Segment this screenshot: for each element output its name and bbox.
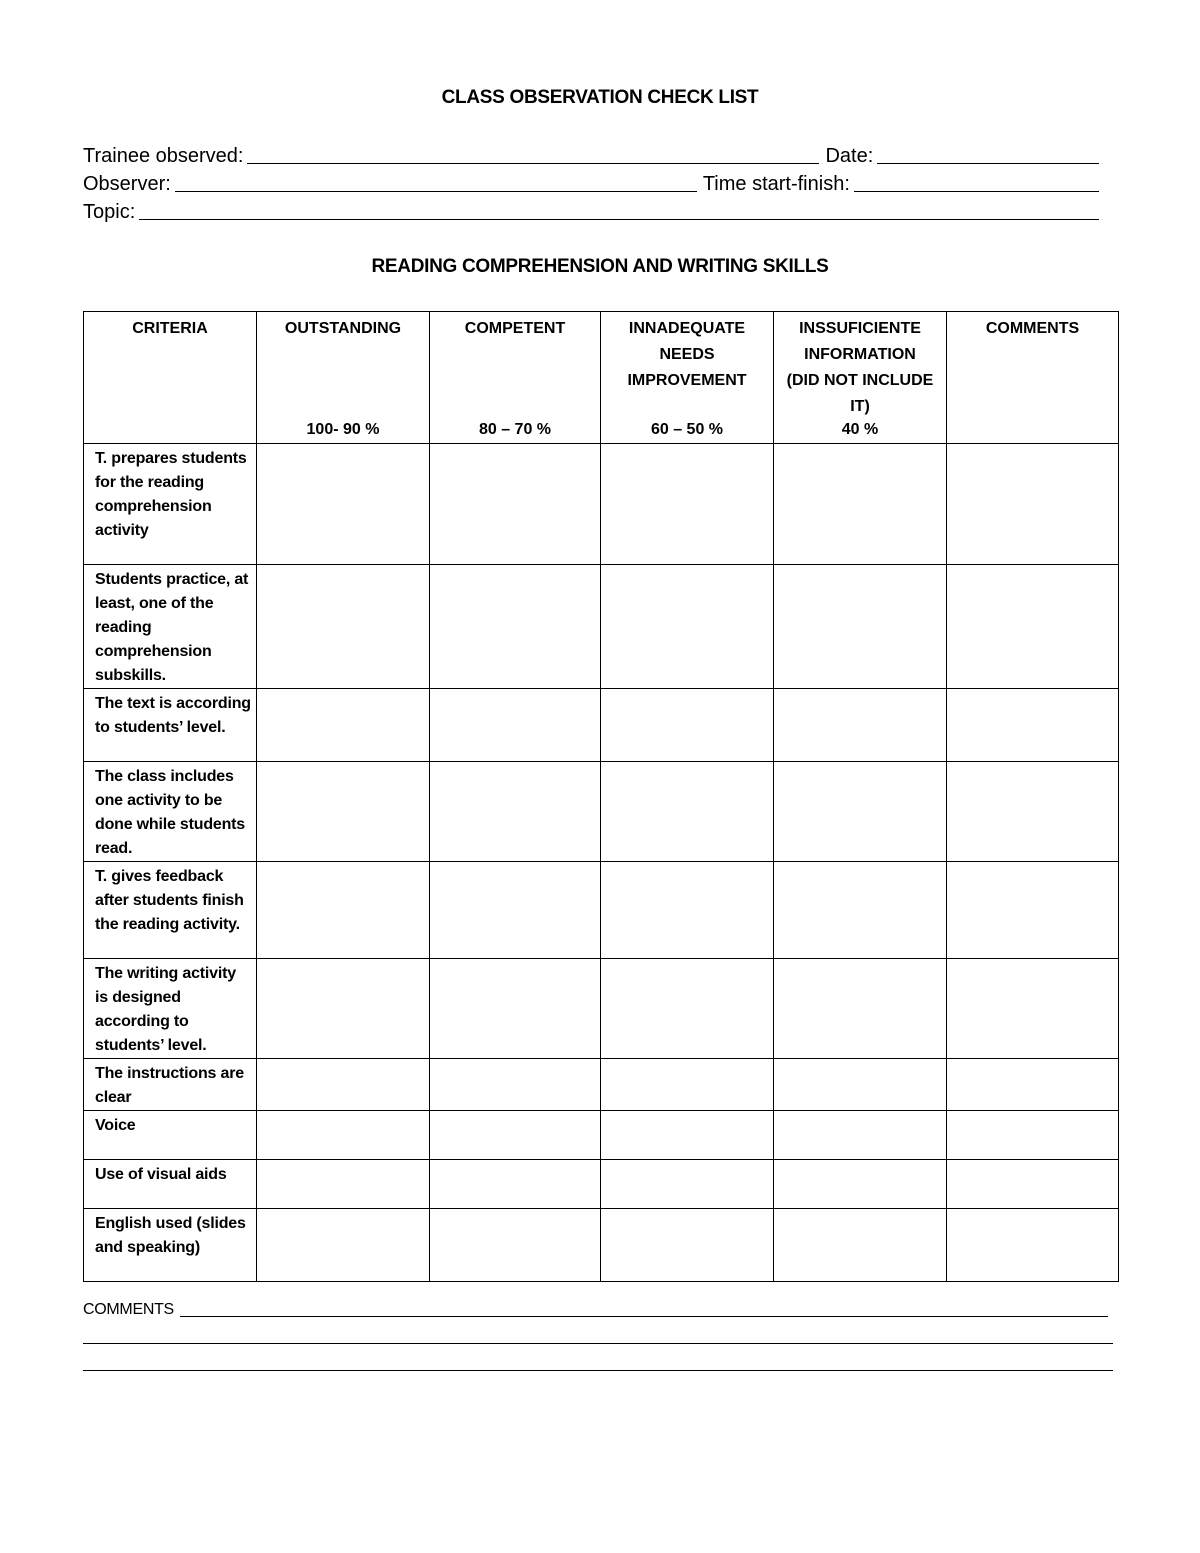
- outstanding-cell[interactable]: [257, 762, 430, 862]
- comments-cell[interactable]: [947, 444, 1119, 565]
- observer-label: Observer:: [83, 173, 171, 195]
- competent-cell[interactable]: [430, 862, 601, 959]
- competent-cell[interactable]: [430, 1209, 601, 1282]
- header-label: OUTSTANDING: [284, 320, 402, 337]
- competent-cell[interactable]: [430, 1111, 601, 1160]
- comments-cell[interactable]: [947, 1160, 1119, 1209]
- insufficient-cell[interactable]: [774, 1209, 947, 1282]
- table-row: [84, 689, 1119, 762]
- header-label: CRITERIA: [132, 320, 208, 337]
- outstanding-cell[interactable]: [257, 1059, 430, 1111]
- table-row: [84, 1111, 1119, 1160]
- inadequate-cell[interactable]: [601, 565, 774, 689]
- comments-extra-line[interactable]: [83, 1370, 1113, 1371]
- comments-cell[interactable]: [947, 689, 1119, 762]
- outstanding-cell[interactable]: [257, 959, 430, 1059]
- table-row: [84, 862, 1119, 959]
- comments-row: [83, 1297, 1108, 1319]
- header-percentage: 40 %: [841, 421, 879, 438]
- header-percentage: 80 – 70 %: [478, 421, 552, 438]
- outstanding-cell[interactable]: [257, 1209, 430, 1282]
- header-label: COMPETENT: [464, 320, 566, 337]
- comments-cell[interactable]: [947, 959, 1119, 1059]
- competent-cell[interactable]: [430, 762, 601, 862]
- inadequate-cell[interactable]: [601, 1059, 774, 1111]
- inadequate-cell[interactable]: [601, 689, 774, 762]
- comments-cell[interactable]: [947, 565, 1119, 689]
- criteria-cell: English used (slides and speaking): [84, 1209, 257, 1282]
- trainee-input-line[interactable]: [247, 163, 819, 164]
- inadequate-cell[interactable]: [601, 1111, 774, 1160]
- insufficient-cell[interactable]: [774, 689, 947, 762]
- criteria-cell: Use of visual aids: [84, 1160, 257, 1209]
- criteria-cell: T. prepares students for the reading comprehension activity: [84, 444, 257, 565]
- insufficient-cell[interactable]: [774, 444, 947, 565]
- trainee-date-row: [83, 142, 1099, 168]
- criteria-cell: The class includes one activity to be done while students read.: [84, 762, 257, 862]
- topic-label: Topic:: [83, 201, 136, 223]
- competent-cell[interactable]: [430, 1059, 601, 1111]
- observer-input-line[interactable]: [175, 191, 697, 192]
- inadequate-cell[interactable]: [601, 1209, 774, 1282]
- criteria-cell: The writing activity is designed according to students’ level.: [84, 959, 257, 1059]
- comments-label: COMMENTS: [83, 1301, 174, 1318]
- outstanding-cell[interactable]: [257, 1111, 430, 1160]
- comments-cell[interactable]: [947, 1111, 1119, 1160]
- date-label: Date:: [825, 145, 874, 167]
- insufficient-cell[interactable]: [774, 565, 947, 689]
- comments-extra-line[interactable]: [83, 1343, 1113, 1344]
- competent-cell[interactable]: [430, 565, 601, 689]
- competent-cell[interactable]: [430, 444, 601, 565]
- inadequate-cell[interactable]: [601, 762, 774, 862]
- header-label: COMMENTS: [985, 320, 1080, 337]
- header-insufficient: [774, 312, 947, 444]
- observer-time-row: [83, 170, 1099, 196]
- topic-row: [83, 198, 1099, 224]
- header-criteria: [84, 312, 257, 444]
- header-label: INNADEQUATE NEEDS IMPROVEMENT: [627, 320, 747, 389]
- outstanding-cell[interactable]: [257, 1160, 430, 1209]
- criteria-cell: Voice: [84, 1111, 257, 1160]
- criteria-cell: Students practice, at least, one of the reading comprehension subskills.: [84, 565, 257, 689]
- table-row: [84, 959, 1119, 1059]
- outstanding-cell[interactable]: [257, 862, 430, 959]
- criteria-cell: The text is according to students’ level.: [84, 689, 257, 762]
- header-inadequate: [601, 312, 774, 444]
- table-row: [84, 1059, 1119, 1111]
- inadequate-cell[interactable]: [601, 862, 774, 959]
- header-percentage: 60 – 50 %: [650, 421, 724, 438]
- comments-cell[interactable]: [947, 762, 1119, 862]
- insufficient-cell[interactable]: [774, 762, 947, 862]
- header-row: [84, 312, 1119, 444]
- table-row: [84, 1160, 1119, 1209]
- criteria-cell: The instructions are clear: [84, 1059, 257, 1111]
- table-row: [84, 444, 1119, 565]
- insufficient-cell[interactable]: [774, 1160, 947, 1209]
- outstanding-cell[interactable]: [257, 565, 430, 689]
- outstanding-cell[interactable]: [257, 689, 430, 762]
- criteria-body: [84, 444, 1119, 1282]
- insufficient-cell[interactable]: [774, 862, 947, 959]
- comments-section: [83, 1297, 1113, 1371]
- outstanding-cell[interactable]: [257, 444, 430, 565]
- competent-cell[interactable]: [430, 959, 601, 1059]
- trainee-label: Trainee observed:: [83, 145, 244, 167]
- header-percentage: 100- 90 %: [306, 421, 380, 438]
- insufficient-cell[interactable]: [774, 1111, 947, 1160]
- time-input-line[interactable]: [854, 191, 1099, 192]
- competent-cell[interactable]: [430, 1160, 601, 1209]
- table-row: [84, 762, 1119, 862]
- comments-cell[interactable]: [947, 862, 1119, 959]
- competent-cell[interactable]: [430, 689, 601, 762]
- comments-input-line[interactable]: [180, 1316, 1108, 1317]
- topic-input-line[interactable]: [139, 219, 1099, 220]
- table-row: [84, 565, 1119, 689]
- inadequate-cell[interactable]: [601, 1160, 774, 1209]
- inadequate-cell[interactable]: [601, 959, 774, 1059]
- comments-cell[interactable]: [947, 1209, 1119, 1282]
- observation-table: [83, 311, 1119, 1282]
- table-row: [84, 1209, 1119, 1282]
- time-label: Time start-finish:: [702, 173, 850, 195]
- header-competent: [430, 312, 601, 444]
- section-title: READING COMPREHENSION AND WRITING SKILLS: [371, 256, 829, 277]
- criteria-cell: T. gives feedback after students finish the reading activity.: [84, 862, 257, 959]
- comments-cell[interactable]: [947, 1059, 1119, 1111]
- header-label: INSSUFICIENTE INFORMATION (DID NOT INCLUDE IT): [786, 320, 934, 415]
- date-input-line[interactable]: [877, 163, 1099, 164]
- inadequate-cell[interactable]: [601, 444, 774, 565]
- header-outstanding: [257, 312, 430, 444]
- header-comments: [947, 312, 1119, 444]
- document-title: CLASS OBSERVATION CHECK LIST: [441, 87, 759, 108]
- insufficient-cell[interactable]: [774, 959, 947, 1059]
- insufficient-cell[interactable]: [774, 1059, 947, 1111]
